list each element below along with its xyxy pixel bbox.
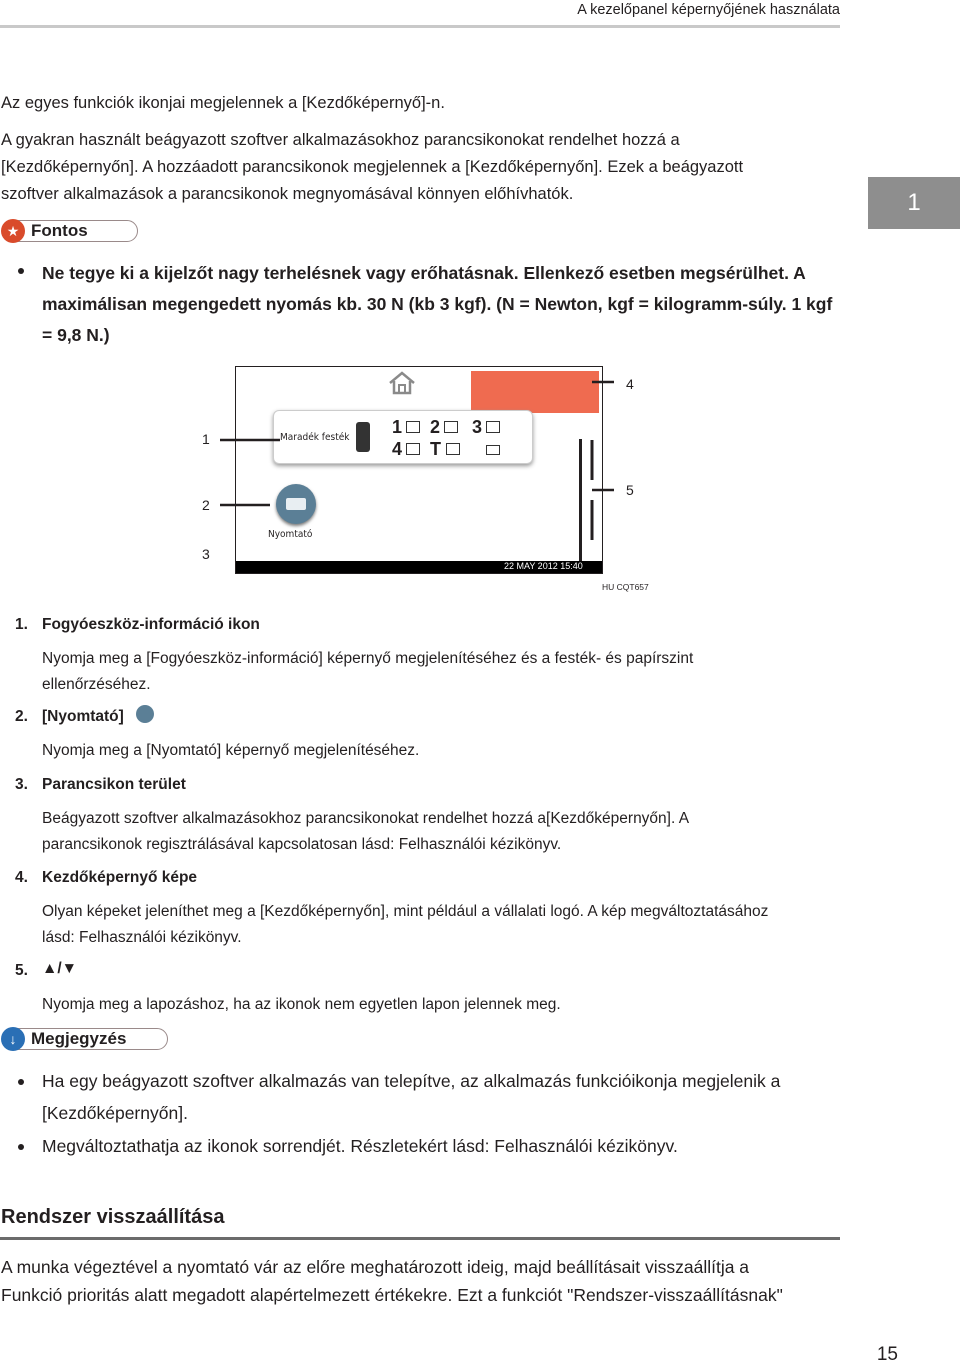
note-bullet-1 — [18, 1079, 24, 1085]
callout-3: 3 — [202, 546, 210, 562]
item-4-number: 4. — [15, 869, 28, 886]
item-1-number: 1. — [15, 616, 28, 633]
toner-slot-2: 2 — [430, 417, 441, 437]
figure-id: HU CQT657 — [602, 582, 649, 592]
important-line-2: maximálisan megengedett nyomás kb. 30 N (kb 3 kgf). (N = Newton, kgf = kilogramm-súly. 1 kgf — [42, 294, 833, 314]
note-label — [2, 1028, 168, 1050]
note-bullet-2 — [18, 1144, 24, 1150]
section-title: Rendszer visszaállítása — [1, 1206, 225, 1228]
toner-slot-t: T — [430, 439, 441, 459]
remaining-toner-label: Maradék festék — [280, 432, 350, 443]
item-1-desc: Nyomja meg a [Fogyóeszköz-információ] képernyő megjelenítéséhez és a festék- és papírszint ellenőrzéséhez. — [42, 650, 694, 693]
section-line-1: A munka végeztével a nyomtató vár az előre meghatározott ideig, majd beállításait visszaállítja a — [1, 1257, 750, 1277]
toner-slot-3: 3 — [472, 417, 483, 437]
note-label-text: Megjegyzés — [31, 1029, 127, 1048]
toner-slot-1: 1 — [392, 417, 403, 437]
intro-line-2: A gyakran használt beágyazott szoftver alkalmazásokhoz parancsikonokat rendelhet hozzá a — [1, 131, 680, 149]
chapter-tab: 1 — [868, 177, 960, 229]
intro-line-1: Az egyes funkciók ikonjai megjelennek a [Kezdőképernyő]-n. — [1, 94, 445, 112]
callout-4: 4 — [626, 376, 634, 392]
important-label — [2, 220, 138, 242]
item-3-title: Parancsikon terület — [42, 776, 186, 793]
header-rule — [0, 25, 840, 28]
callout-1: 1 — [202, 431, 210, 447]
arrow-down-icon: ↓ — [1, 1027, 25, 1051]
star-icon: ★ — [1, 219, 25, 243]
important-label-text: Fontos — [31, 221, 88, 240]
note-item-1: Ha egy beágyazott szoftver alkalmazás van telepítve, az alkalmazás funkcióikonja megjelenik a [Kezdőképernyőn]. — [42, 1071, 781, 1123]
item-5-desc: Nyomja meg a lapozáshoz, ha az ikonok nem egyetlen lapon jelennek meg. — [42, 996, 561, 1013]
item-4-title: Kezdőképernyő képe — [42, 869, 198, 886]
date-time: 22 MAY 2012 15:40 — [504, 561, 583, 571]
callout-lines — [200, 370, 640, 570]
important-line-3: = 9,8 N.) — [42, 325, 110, 345]
item-2-title: [Nyomtató] — [42, 708, 124, 725]
item-2-desc: Nyomja meg a [Nyomtató] képernyő megjelenítéséhez. — [42, 742, 420, 759]
callout-2: 2 — [202, 497, 210, 513]
important-bullet — [18, 268, 24, 274]
running-header: A kezelőpanel képernyőjének használata — [577, 2, 840, 18]
important-text — [42, 258, 842, 351]
callout-5: 5 — [626, 482, 634, 498]
item-4-desc: Olyan képeket jeleníthet meg a [Kezdőképernyőn], mint például a vállalati logó. A kép megváltoztatásához lásd: Felhasználói kézikönyv. — [42, 903, 769, 946]
intro-line-4: szoftver alkalmazások a parancsikonok megnyomásával könnyen előhívhatók. — [1, 185, 574, 203]
important-line-1: Ne tegye ki a kijelzőt nagy terhelésnek vagy erőhatásnak. Ellenkező esetben megsérülhet. A — [42, 263, 806, 283]
section-line-2: Funkció prioritás alatt megadott alapértelmezett értékekre. Ezt a funkciót "Rendszer-visszaállításnak" — [1, 1285, 783, 1305]
item-5-number: 5. — [15, 962, 28, 979]
printer-icon-small — [136, 705, 154, 723]
section-rule — [0, 1237, 840, 1240]
item-1-title: Fogyóeszköz-információ ikon — [42, 616, 260, 633]
page-number: 15 — [876, 1344, 898, 1365]
item-2-number: 2. — [15, 708, 28, 725]
item-5-title: ▲/▼ — [42, 960, 77, 977]
item-3-number: 3. — [15, 776, 28, 793]
intro-line-3: [Kezdőképernyőn]. A hozzáadott parancsikonok megjelennek a [Kezdőképernyőn]. Ezek a beágyazott — [1, 158, 744, 176]
printer-label: Nyomtató — [268, 529, 313, 540]
note-item-2: Megváltoztathatja az ikonok sorrendjét. Részletekért lásd: Felhasználói kézikönyv. — [42, 1136, 678, 1156]
item-3-desc: Beágyazott szoftver alkalmazásokhoz parancsikonokat rendelhet hozzá a[Kezdőképernyőn]. A parancsikonok regisztrálásával kapcsolatosan lásd: Felhasználói kézikönyv. — [42, 810, 690, 853]
toner-slot-4: 4 — [392, 439, 403, 459]
